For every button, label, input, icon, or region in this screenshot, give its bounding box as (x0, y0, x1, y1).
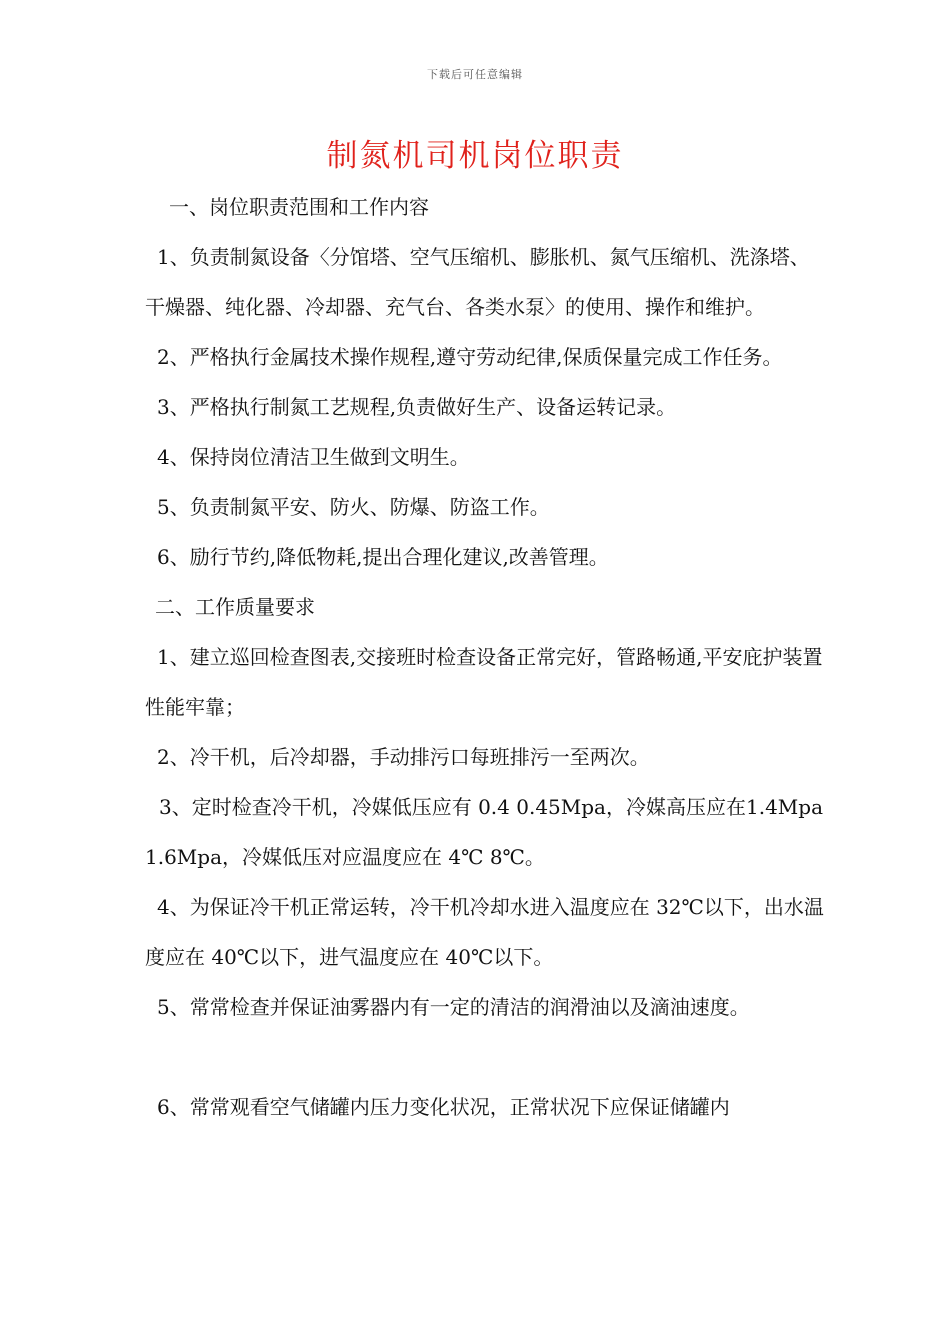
section1-heading: 一、岗位职责范围和工作内容 (169, 195, 429, 219)
document-title: 制氮机司机岗位职责 (326, 138, 624, 174)
paragraph-gap (145, 1032, 825, 1082)
section2-item-2: 2、冷干机，后冷却器，手动排污口每班排污一至两次。 (157, 745, 650, 769)
section2-item-6: 6、常常观看空气储罐内压力变化状况，正常状况下应保证储罐内 (157, 1095, 730, 1119)
section1-item-5: 5、负责制氮平安、防火、防爆、防盗工作。 (157, 495, 550, 519)
section2-item-5: 5、常常检查并保证油雾器内有一定的清洁的润滑油以及滴油速度。 (157, 995, 750, 1019)
document-body (145, 182, 825, 1132)
header-note: 下载后可任意编辑 (427, 68, 523, 81)
section2-item-3: 3、定时检查冷干机，冷媒低压应有 0.4 0.45Mpa，冷媒高压应在1.4Mpa 1.6Mpa，冷媒低压对应温度应在 4℃ 8℃。 (145, 795, 823, 869)
section2-item-4: 4、为保证冷干机正常运转，冷干机冷却水进入温度应在 32℃以下，出水温度应在 40℃以下，进气温度应在 40℃以下。 (145, 895, 824, 969)
section1-item-3: 3、严格执行制氮工艺规程,负责做好生产、设备运转记录。 (157, 395, 677, 419)
section1-item-2: 2、严格执行金属技术操作规程,遵守劳动纪律,保质保量完成工作任务。 (157, 345, 783, 369)
section2-heading: 二、工作质量要求 (155, 595, 315, 619)
section2-item-1: 1、建立巡回检查图表,交接班时检查设备正常完好，管路畅通,平安庇护装置性能牢靠； (145, 645, 823, 719)
section1-item-1: 1、负责制氮设备〈分馆塔、空气压缩机、膨胀机、氮气压缩机、洗涤塔、干燥器、纯化器、冷却器、充气台、各类水泵〉的使用、操作和维护。 (145, 245, 810, 319)
section1-item-6: 6、励行节约,降低物耗,提出合理化建议,改善管理。 (157, 545, 609, 569)
section1-item-4: 4、保持岗位清洁卫生做到文明生。 (157, 445, 470, 469)
